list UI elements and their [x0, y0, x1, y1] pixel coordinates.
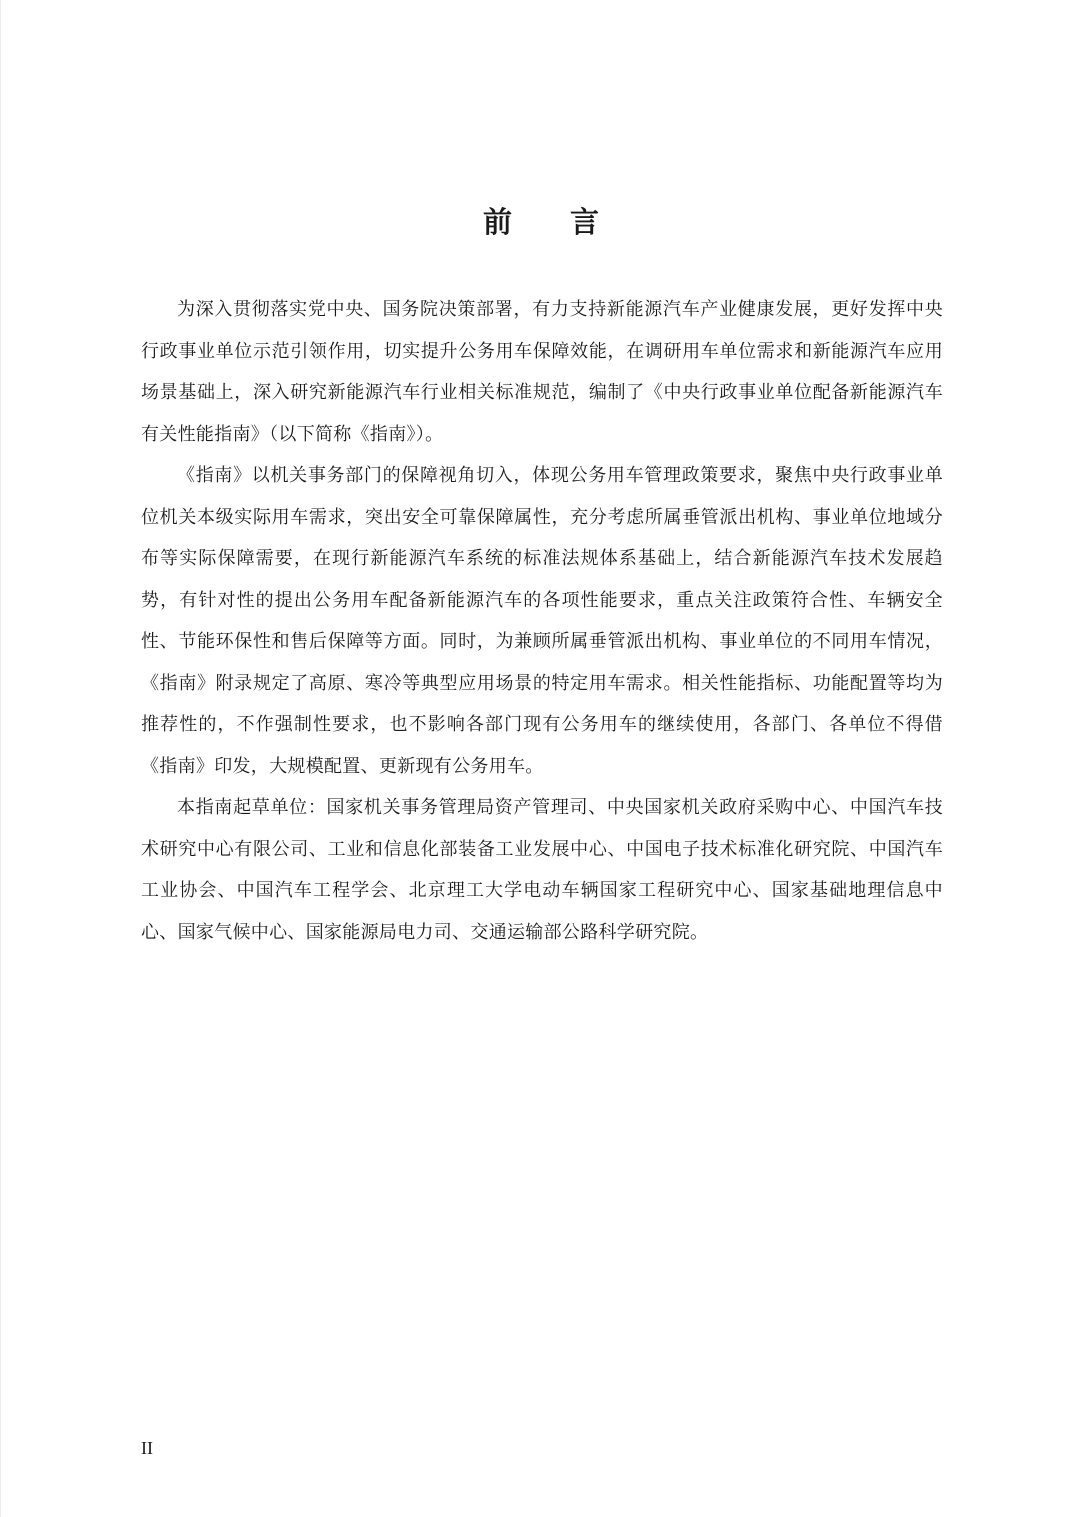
title-first-char: 前 [482, 205, 512, 240]
preface-body [141, 289, 943, 953]
page-title [1, 202, 1080, 242]
title-second-char: 言 [570, 205, 600, 240]
paragraph-scope: 《指南》以机关事务部门的保障视角切入，体现公务用车管理政策要求，聚焦中央行政事业单位机关本级实际用车需求，突出安全可靠保障属性，充分考虑所属垂管派出机构、事业单位地域分布等实际保障需要，在现行新能源汽车系统的标准法规体系基础上，结合新能源汽车技术发展趋势，有针对性的提出公务用车配备新能源汽车的各项性能要求，重点关注政策符合性、车辆安全性、节能环保性和售后保障等方面。同时，为兼顾所属垂管派出机构、事业单位的不同用车情况，《指南》附录规定了高原、寒冷等典型应用场景的特定用车需求。相关性能指标、功能配置等均为推荐性的，不作强制性要求，也不影响各部门现有公务用车的继续使用，各部门、各单位不得借《指南》印发，大规模配置、更新现有公务用车。 [141, 465, 943, 777]
page-number: II [141, 1438, 153, 1458]
paragraph-background: 为深入贯彻落实党中央、国务院决策部署，有力支持新能源汽车产业健康发展，更好发挥中央行政事业单位示范引领作用，切实提升公务用车保障效能，在调研用车单位需求和新能源汽车应用场景基础上，深入研究新能源汽车行业相关标准规范，编制了《中央行政事业单位配备新能源汽车有关性能指南》（以下简称《指南》）。 [141, 299, 943, 445]
paragraph-drafting-units: 本指南起草单位：国家机关事务管理局资产管理司、中央国家机关政府采购中心、中国汽车技术研究中心有限公司、工业和信息化部装备工业发展中心、中国电子技术标准化研究院、中国汽车工业协会、中国汽车工程学会、北京理工大学电动车辆国家工程研究中心、国家基础地理信息中心、国家气候中心、国家能源局电力司、交通运输部公路科学研究院。 [141, 797, 943, 943]
